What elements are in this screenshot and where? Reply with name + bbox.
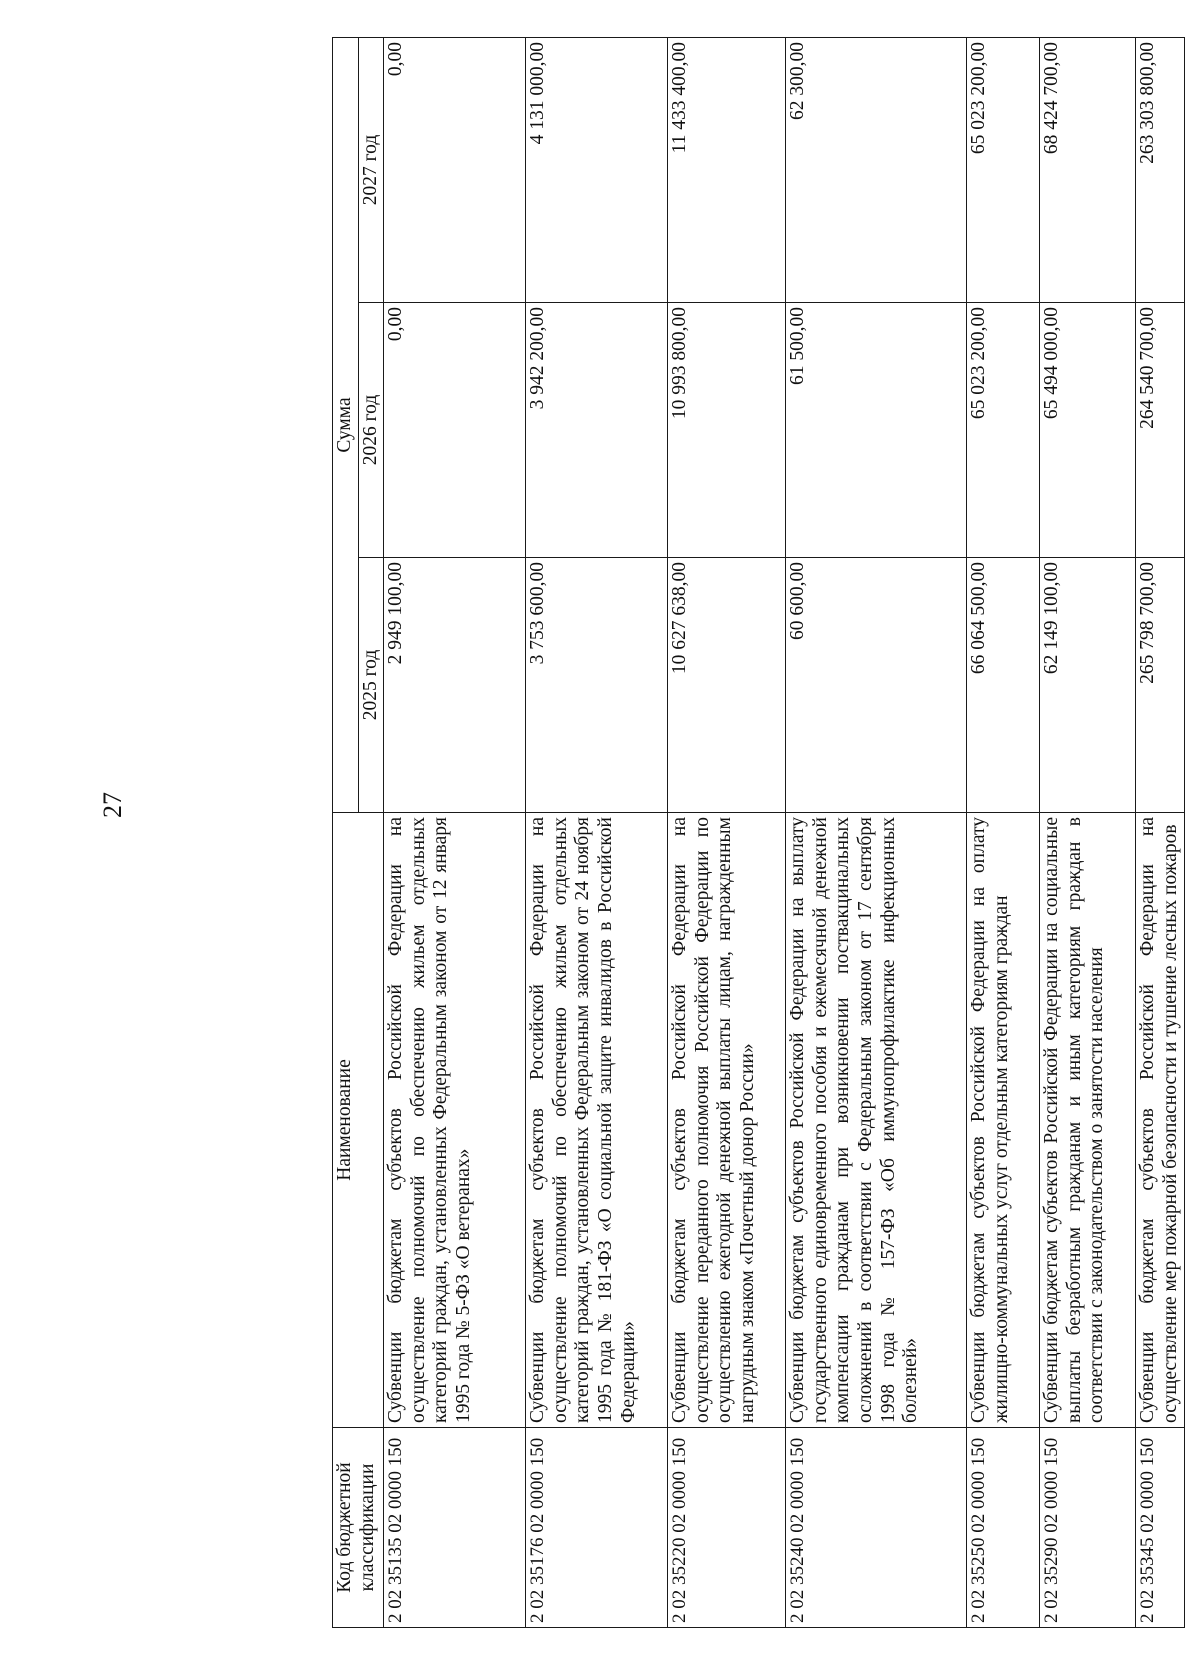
row-amount-2025: 2 949 100,00	[384, 558, 526, 813]
row-amount-2026: 264 540 700,00	[1136, 303, 1185, 558]
row-amount-2027: 0,00	[384, 38, 526, 303]
row-amount-2026: 10 993 800,00	[668, 303, 786, 558]
row-name: Субвенции бюджетам субъектов Российской Федерации на осуществление полномочий по обеспечению жильем отдельных категорий граждан, установленных Федеральным законом от 24 ноября 1995 года № 181-ФЗ «О социальной защите инвалидов в Российской Федерации»	[526, 813, 668, 1428]
row-amount-2026: 65 023 200,00	[967, 303, 1040, 558]
row-amount-2027: 65 023 200,00	[967, 38, 1040, 303]
table-row	[668, 38, 786, 1628]
row-amount-2027: 11 433 400,00	[668, 38, 786, 303]
row-amount-2027: 4 131 000,00	[526, 38, 668, 303]
row-amount-2025: 3 753 600,00	[526, 558, 668, 813]
header-row-top	[333, 38, 359, 1628]
header-year-2027: 2027 год	[358, 38, 384, 303]
header-code: Код бюджетной классификации	[333, 1428, 384, 1628]
row-amount-2025: 62 149 100,00	[1040, 558, 1136, 813]
row-name: Субвенции бюджетам субъектов Российской Федерации на осуществление полномочий по обеспечению жильем отдельных категорий граждан, установленных Федеральным законом от 12 января 1995 года № 5-ФЗ «О ветеранах»	[384, 813, 526, 1428]
rotated-page-content	[332, 38, 1200, 1628]
header-year-2025: 2025 год	[358, 558, 384, 813]
row-amount-2027: 62 300,00	[786, 38, 967, 303]
table-row	[786, 38, 967, 1628]
table-row	[1040, 38, 1136, 1628]
page-number: 27	[98, 792, 127, 818]
row-name: Субвенции бюджетам субъектов Российской Федерации на осуществление мер пожарной безопасности и тушение лесных пожаров	[1136, 813, 1185, 1428]
row-amount-2026: 3 942 200,00	[526, 303, 668, 558]
row-amount-2025: 60 600,00	[786, 558, 967, 813]
row-amount-2025: 66 064 500,00	[967, 558, 1040, 813]
table-row	[1136, 38, 1185, 1628]
row-name: Субвенции бюджетам субъектов Российской Федерации на осуществление переданного полномочия Российской Федерации по осуществлению ежегодной денежной выплаты лицам, награжденным нагрудным знаком «Почетный донор России»	[668, 813, 786, 1428]
row-name: Субвенции бюджетам субъектов Российской Федерации на выплату государственного единовременного пособия и ежемесячной денежной компенсации гражданам при возникновении поствакцинальных осложнений в соответствии с Федеральным законом от 17 сентября 1998 года № 157-ФЗ «Об иммунопрофилактике инфекционных болезней»	[786, 813, 967, 1428]
table-row	[526, 38, 668, 1628]
row-code: 2 02 35250 02 0000 150	[967, 1428, 1040, 1628]
row-name: Субвенции бюджетам субъектов Российской Федерации на социальные выплаты безработным гражданам и иным категориям граждан в соответствии с законодательством о занятости населения	[1040, 813, 1136, 1428]
table-row	[967, 38, 1040, 1628]
row-code: 2 02 35135 02 0000 150	[384, 1428, 526, 1628]
row-amount-2025: 10 627 638,00	[668, 558, 786, 813]
row-code: 2 02 35290 02 0000 150	[1040, 1428, 1136, 1628]
row-name: Субвенции бюджетам субъектов Российской Федерации на оплату жилищно-коммунальных услуг отдельным категориям граждан	[967, 813, 1040, 1428]
row-code: 2 02 35345 02 0000 150	[1136, 1428, 1185, 1628]
table-row	[384, 38, 526, 1628]
row-code: 2 02 35220 02 0000 150	[668, 1428, 786, 1628]
row-code: 2 02 35176 02 0000 150	[526, 1428, 668, 1628]
header-sum: Сумма	[333, 38, 359, 813]
row-amount-2025: 265 798 700,00	[1136, 558, 1185, 813]
row-amount-2026: 0,00	[384, 303, 526, 558]
row-amount-2026: 61 500,00	[786, 303, 967, 558]
row-amount-2027: 68 424 700,00	[1040, 38, 1136, 303]
header-name: Наименование	[333, 813, 384, 1428]
row-amount-2027: 263 303 800,00	[1136, 38, 1185, 303]
header-year-2026: 2026 год	[358, 303, 384, 558]
row-amount-2026: 65 494 000,00	[1040, 303, 1136, 558]
row-code: 2 02 35240 02 0000 150	[786, 1428, 967, 1628]
budget-table	[332, 37, 1185, 1628]
